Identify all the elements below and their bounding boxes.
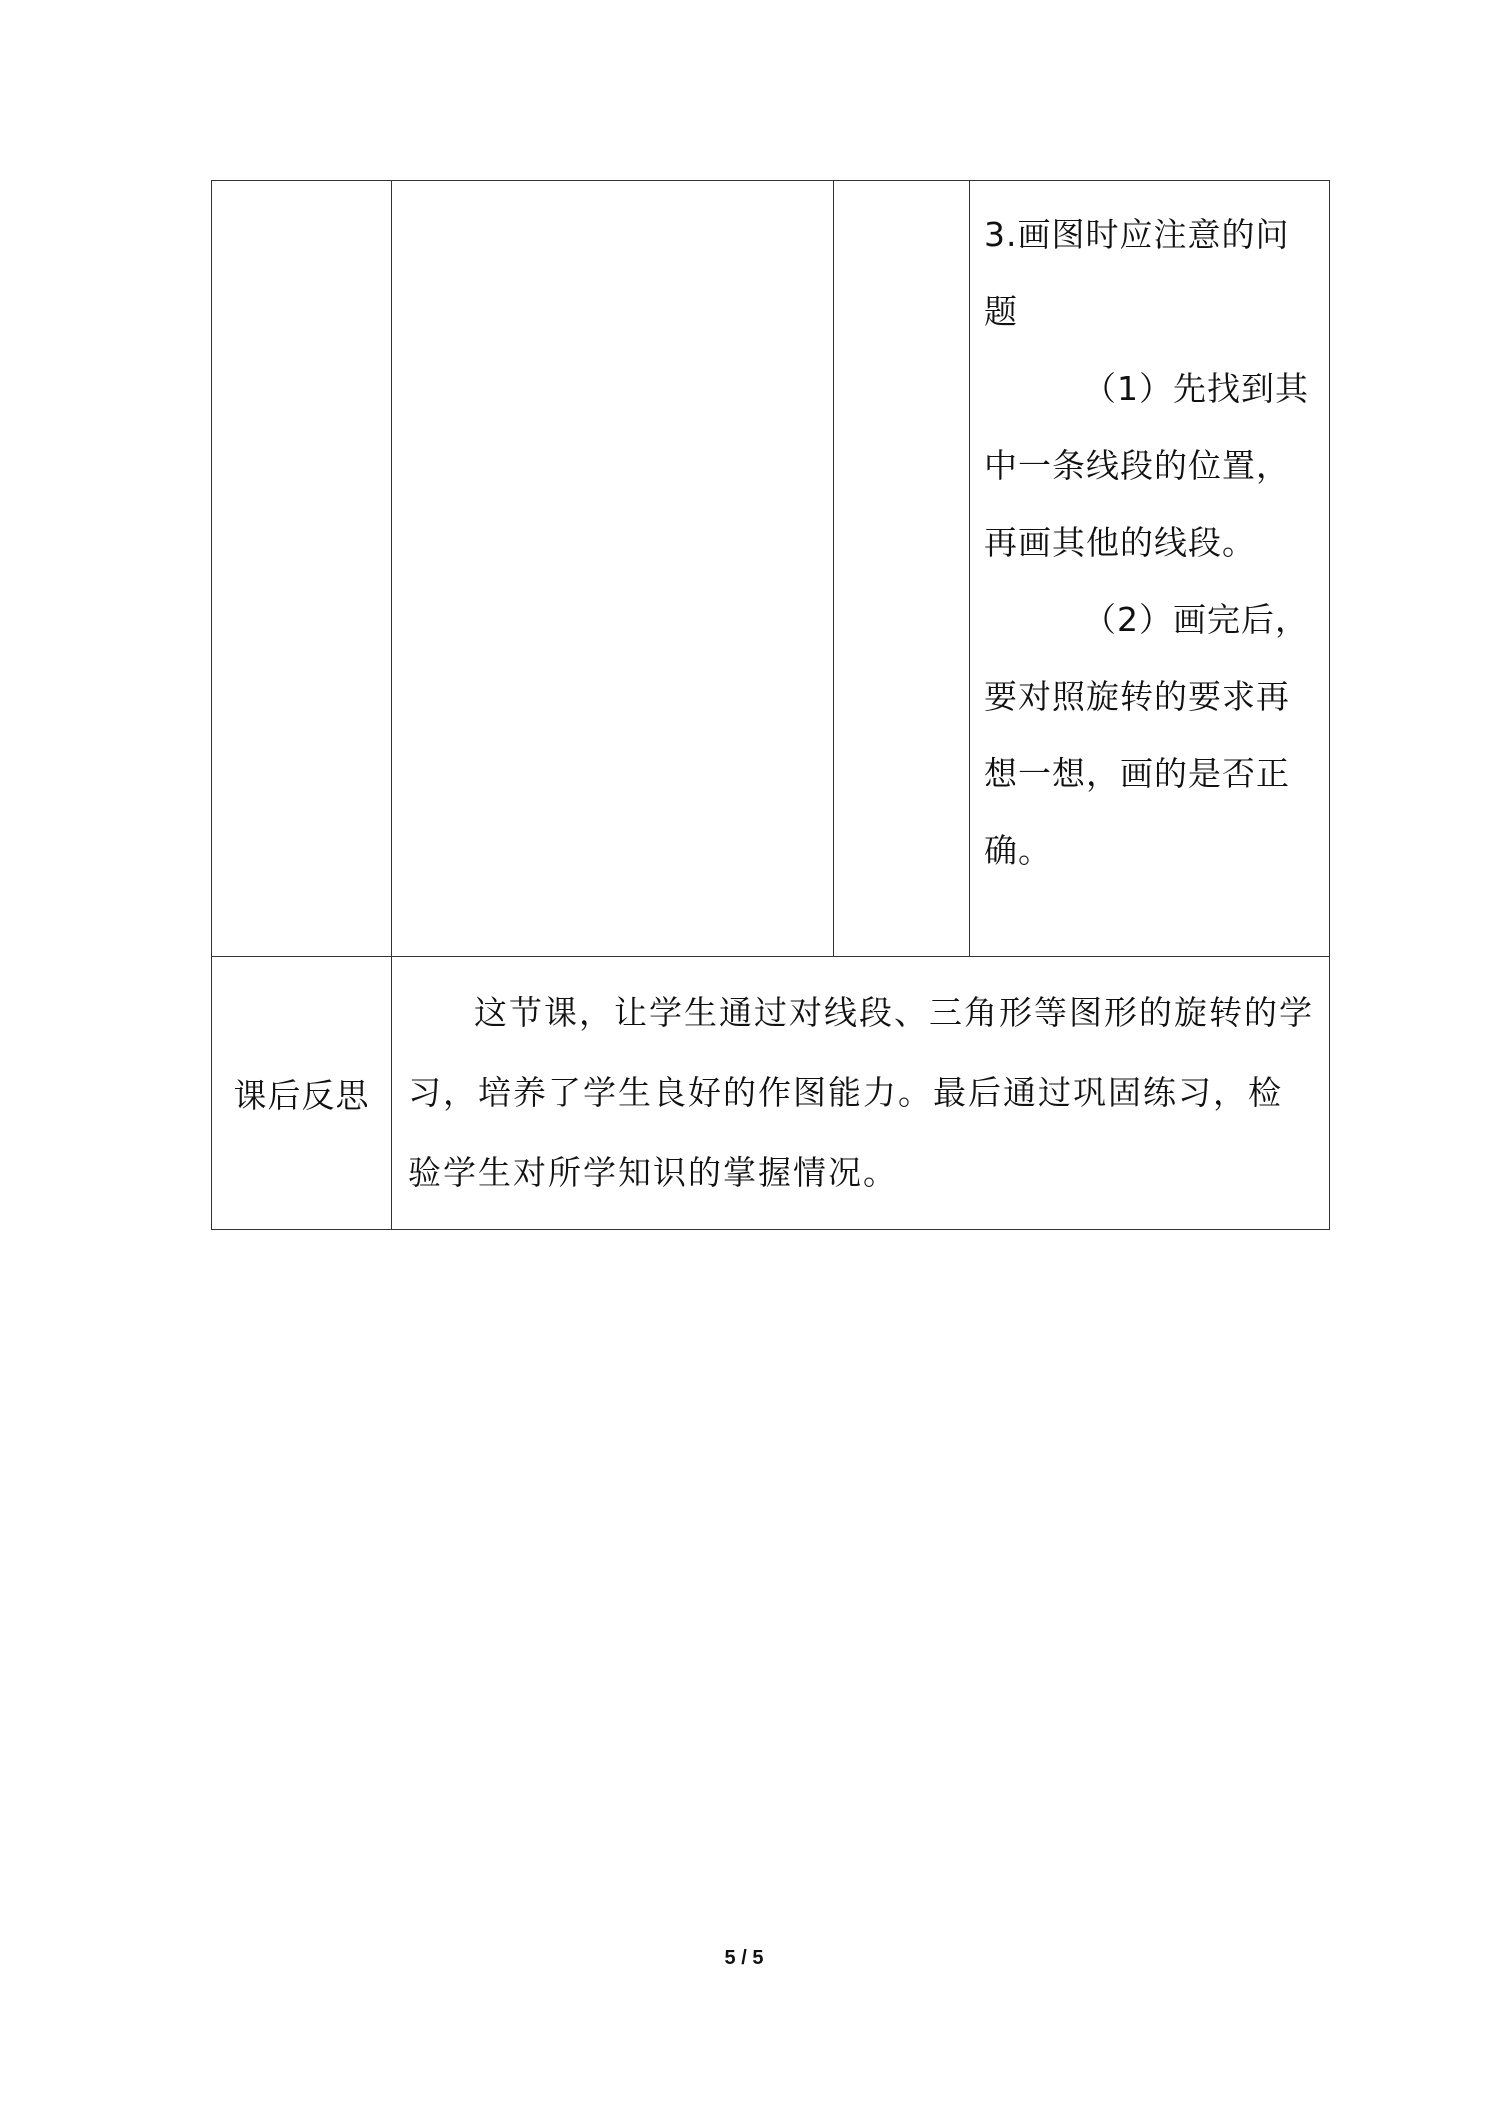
table-row (212, 957, 1330, 1230)
note-item-2: （2）画完后，要对照旋转的要求再想一想，画的是否正确。 (984, 600, 1309, 870)
lesson-plan-table (211, 180, 1330, 1230)
notes-heading: 3.画图时应注意的问题 (984, 215, 1290, 331)
drawing-notes (970, 181, 1329, 889)
empty-cell (392, 181, 834, 957)
empty-cell (834, 181, 970, 957)
notes-cell (970, 181, 1330, 957)
page-number: 5 / 5 (724, 1947, 764, 1969)
reflection-label: 课后反思 (212, 957, 392, 1230)
reflection-cell (392, 957, 1330, 1230)
table-row (212, 181, 1330, 957)
reflection-text: 这节课，让学生通过对线段、三角形等图形的旋转的学习，培养了学生良好的作图能力。最后通过巩固练习，检验学生对所学知识的掌握情况。 (408, 993, 1314, 1192)
note-item-1: （1）先找到其中一条线段的位置，再画其他的线段。 (984, 369, 1309, 562)
empty-cell (212, 181, 392, 957)
